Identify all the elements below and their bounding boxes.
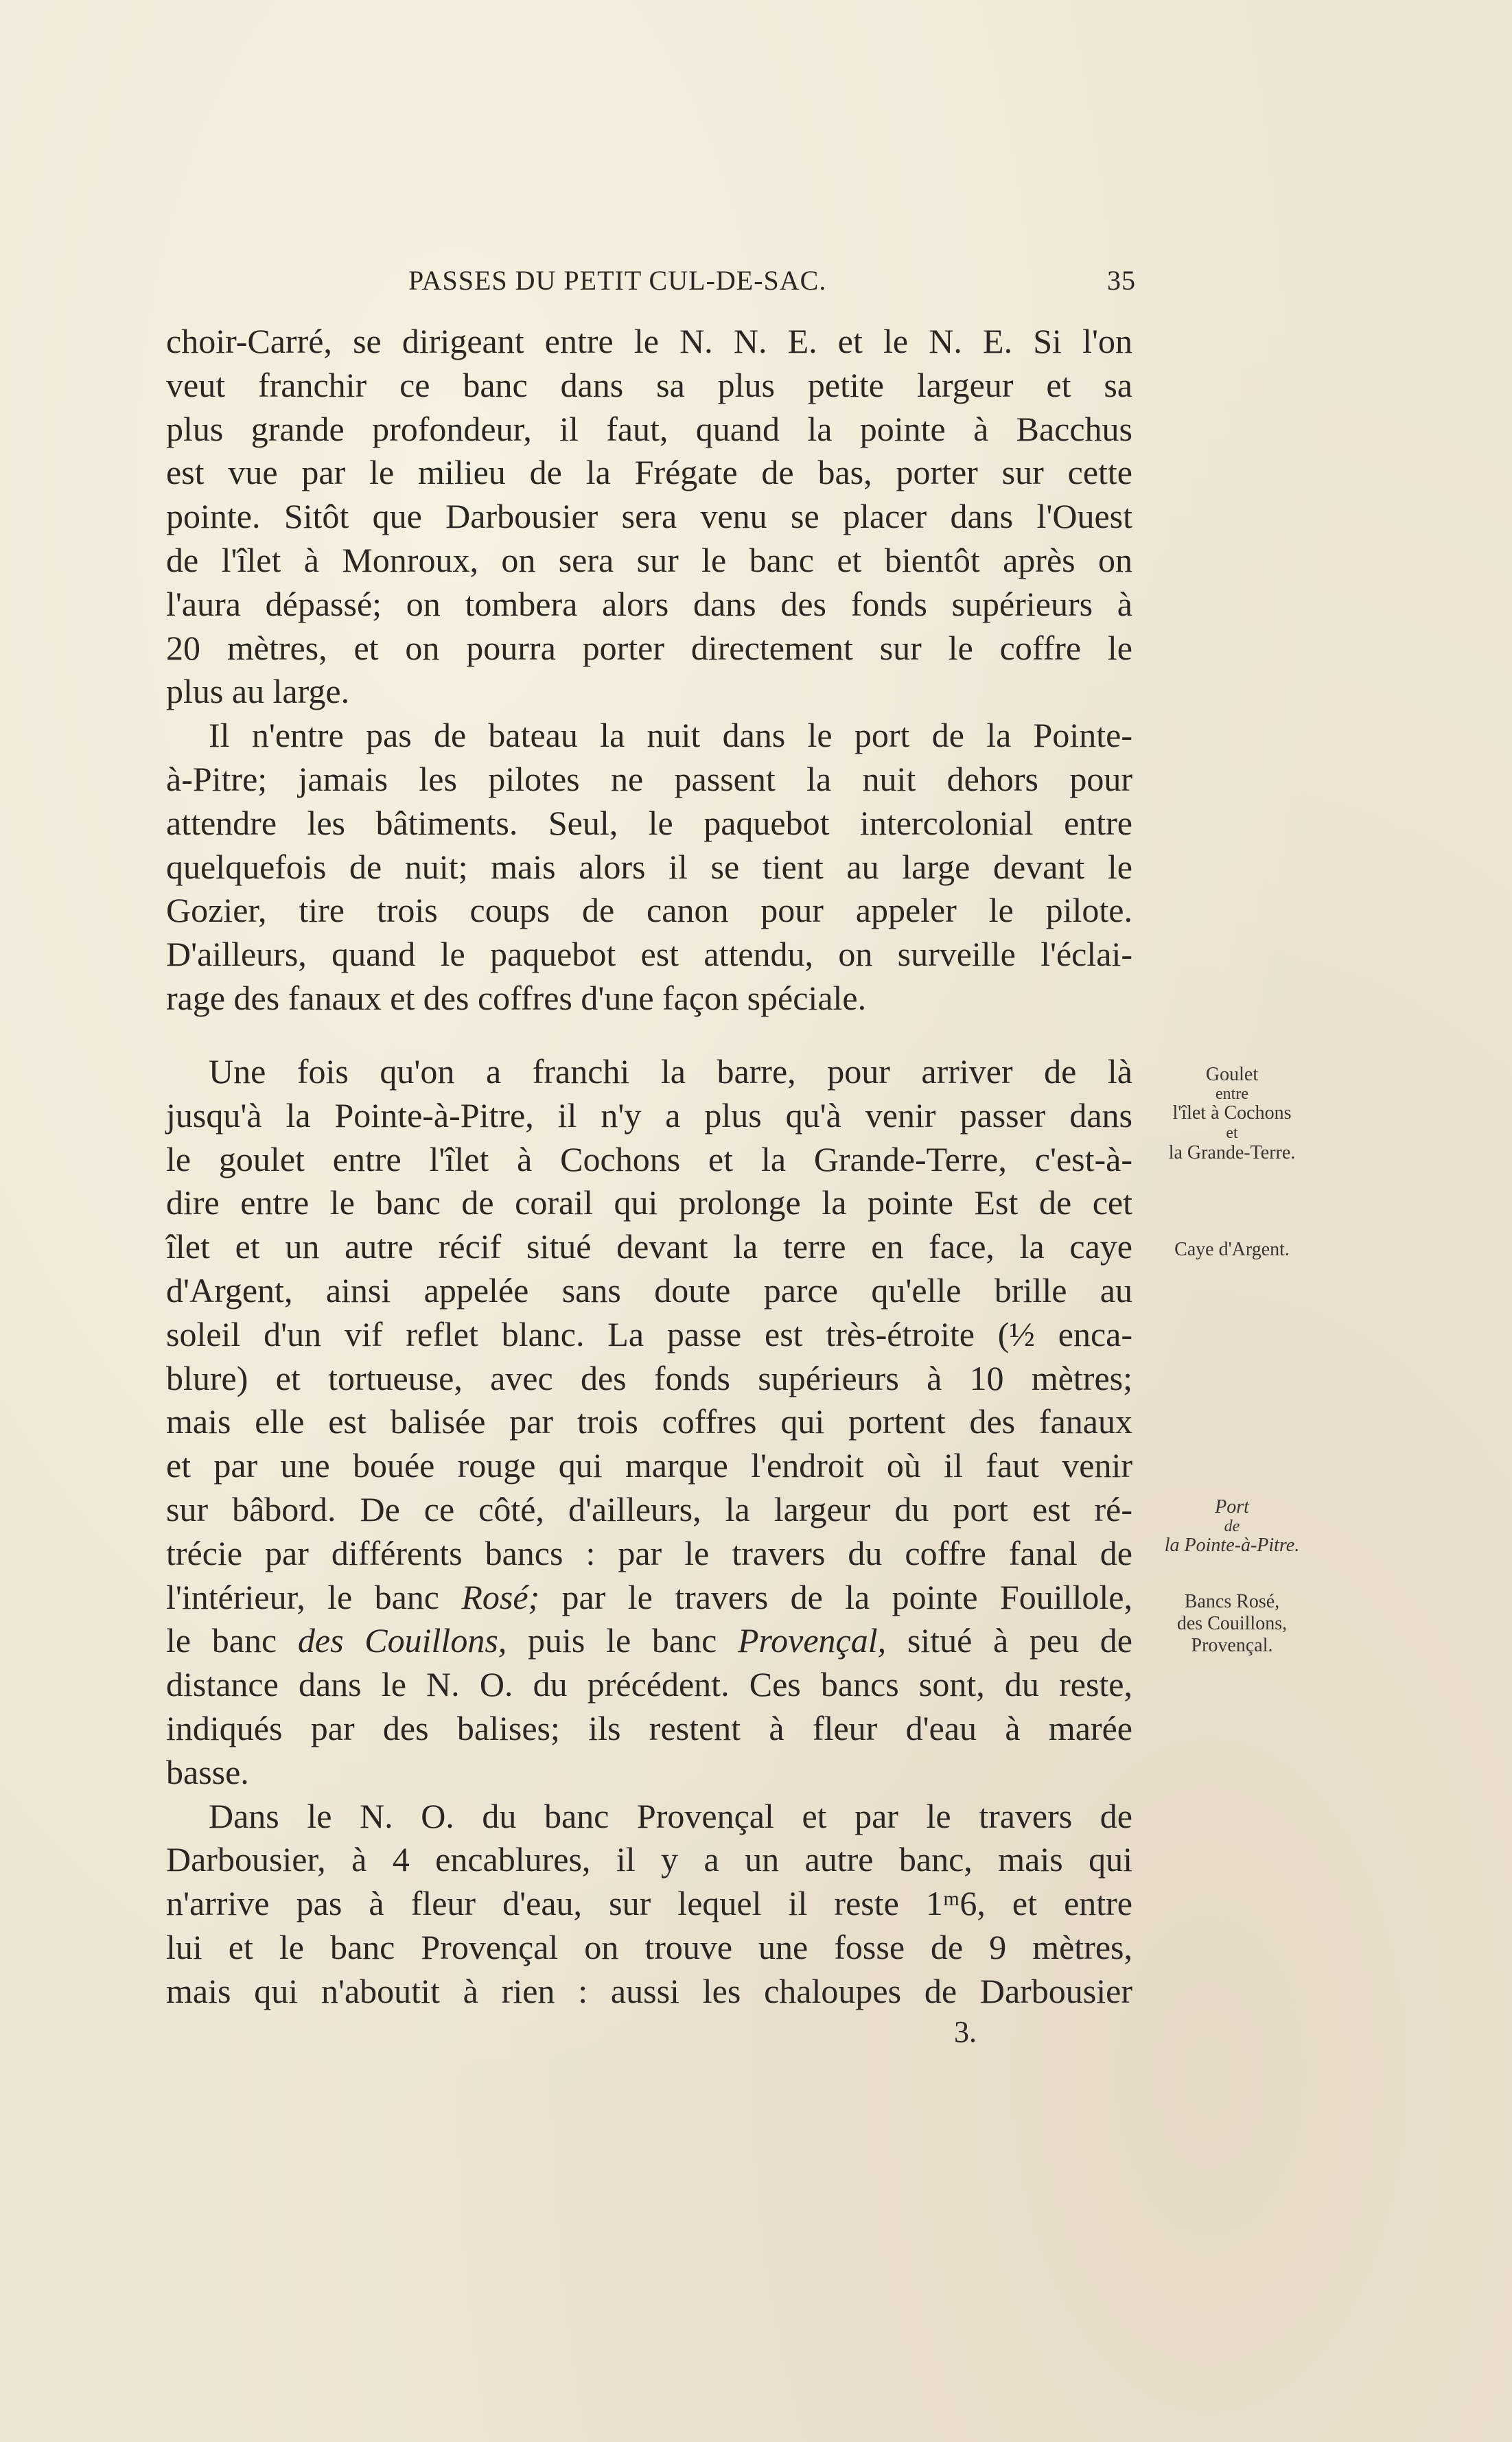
bank-name-rose: Rosé; xyxy=(461,1577,540,1616)
text-line: le goulet entre l'îlet à Cochons et la Grande-Terre, c'est-à- xyxy=(166,1139,1132,1178)
margin-note-line: Goulet xyxy=(1205,1064,1259,1085)
text-line: l'aura dépassé; on tombera alors dans des fonds supérieurs à xyxy=(166,584,1132,623)
text-line: sur bâbord. De ce côté, d'ailleurs, la largeur du port est ré- xyxy=(166,1489,1132,1528)
paragraph-3 xyxy=(166,1050,1132,1795)
text-line: îlet et un autre récif situé devant la terre en face, la caye xyxy=(166,1227,1132,1266)
margin-note-line: entre xyxy=(1216,1085,1248,1103)
margin-note-caye xyxy=(1132,1239,1331,1261)
text-line: basse. xyxy=(166,1752,249,1791)
margin-note-line: Port xyxy=(1215,1496,1249,1517)
text-line: quelquefois de nuit; mais alors il se tient au large devant le xyxy=(166,847,1132,886)
margin-note-port xyxy=(1132,1496,1331,1557)
running-head-title: PASSES DU PETIT CUL-DE-SAC. xyxy=(408,265,827,296)
margin-note-line: la Pointe-à-Pitre. xyxy=(1164,1535,1300,1556)
page-number: 35 xyxy=(1107,265,1136,296)
bank-name-provencal: Provençal, xyxy=(737,1621,887,1660)
margin-note-line: des Couillons, xyxy=(1176,1613,1288,1634)
text-line: Une fois qu'on a franchi la barre, pour arriver de là xyxy=(209,1052,1132,1091)
text-line: blure) et tortueuse, avec des fonds supérieurs à 10 mètres; xyxy=(166,1358,1132,1397)
text-line: d'Argent, ainsi appelée sans doute parce qu'elle brille au xyxy=(166,1270,1132,1310)
text-line: n'arrive pas à fleur d'eau, sur lequel il reste 1ᵐ6, et entre xyxy=(166,1884,1132,1923)
text-line: mais qui n'aboutit à rien : aussi les chaloupes de Darbousier xyxy=(166,1971,1132,2010)
paragraph-2 xyxy=(166,714,1132,1021)
text-line: lui et le banc Provençal on trouve une fosse de 9 mètres, xyxy=(166,1927,1132,1966)
text-line: choir-Carré, se dirigeant entre le N. N. E. et le N. E. Si l'on xyxy=(166,322,1132,360)
text-line: pointe. Sitôt que Darbousier sera venu se placer dans l'Ouest xyxy=(166,497,1132,536)
text-line: Dans le N. O. du banc Provençal et par le travers de xyxy=(209,1796,1132,1835)
text-line: de l'îlet à Monroux, on sera sur le banc et bientôt après on xyxy=(166,540,1132,579)
margin-note-bancs xyxy=(1132,1591,1331,1657)
margin-note-line: Provençal. xyxy=(1191,1635,1273,1656)
signature-mark: 3. xyxy=(954,2015,977,2049)
text-block-upper xyxy=(166,320,1132,1021)
text-run: puis le banc xyxy=(507,1621,738,1660)
text-run: par le travers de la pointe Fouillole, xyxy=(539,1577,1133,1616)
text-line: jusqu'à la Pointe-à-Pitre, il n'y a plus qu'à venir passer dans xyxy=(166,1095,1132,1135)
text-line: dire entre le banc de corail qui prolonge la pointe Est de cet xyxy=(166,1183,1132,1222)
margin-note-line: la Grande-Terre. xyxy=(1168,1142,1296,1163)
margin-note-line: l'îlet à Cochons xyxy=(1172,1102,1292,1124)
text-run: le banc xyxy=(166,1621,298,1660)
text-line: Darbousier, à 4 encablures, il y a un autre banc, mais qui xyxy=(166,1840,1132,1879)
text-line xyxy=(166,1619,1132,1663)
text-line: rage des fanaux et des coffres d'une façon spéciale. xyxy=(166,978,867,1017)
text-line xyxy=(166,1576,1132,1620)
paragraph-1 xyxy=(166,320,1132,714)
margin-note-line: de xyxy=(1224,1517,1240,1535)
text-line: Gozier, tire trois coups de canon pour appeler le pilote. xyxy=(166,891,1132,930)
text-line: distance dans le N. O. du précédent. Ces bancs sont, du reste, xyxy=(166,1665,1132,1704)
text-line: plus grande profondeur, il faut, quand la pointe à Bacchus xyxy=(166,409,1132,448)
margin-note-line: et xyxy=(1226,1124,1238,1142)
margin-note-line: Bancs Rosé, xyxy=(1184,1591,1280,1612)
text-run: l'intérieur, le banc xyxy=(166,1577,462,1616)
text-run: situé à peu de xyxy=(886,1621,1133,1660)
margin-note-line: Caye d'Argent. xyxy=(1174,1239,1290,1260)
text-line: D'ailleurs, quand le paquebot est attendu, on surveille l'éclai- xyxy=(166,935,1132,974)
text-line: attendre les bâtiments. Seul, le paquebot intercolonial entre xyxy=(166,803,1132,842)
running-head xyxy=(408,264,1136,299)
text-line: plus au large. xyxy=(166,672,350,711)
text-line: 20 mètres, et on pourra porter directement sur le coffre le xyxy=(166,628,1132,667)
text-block-lower xyxy=(166,1050,1132,2014)
text-line: trécie par différents bancs : par le travers du coffre fanal de xyxy=(166,1533,1132,1572)
text-line: Il n'entre pas de bateau la nuit dans le port de la Pointe- xyxy=(209,716,1132,755)
text-line: est vue par le milieu de la Frégate de bas, porter sur cette xyxy=(166,453,1132,492)
text-line: et par une bouée rouge qui marque l'endroit où il faut venir xyxy=(166,1446,1132,1485)
text-line: soleil d'un vif reflet blanc. La passe est très-étroite (½ enca- xyxy=(166,1314,1132,1353)
text-line: veut franchir ce banc dans sa plus petite largeur et sa xyxy=(166,365,1132,404)
margin-note-goulet xyxy=(1132,1064,1331,1164)
text-line: mais elle est balisée par trois coffres qui portent des fanaux xyxy=(166,1402,1132,1441)
text-line: à-Pitre; jamais les pilotes ne passent la nuit dehors pour xyxy=(166,759,1132,798)
bank-name-couillons: des Couillons, xyxy=(297,1621,507,1660)
paragraph-4 xyxy=(166,1795,1132,2014)
text-line: indiqués par des balises; ils restent à fleur d'eau à marée xyxy=(166,1708,1132,1747)
